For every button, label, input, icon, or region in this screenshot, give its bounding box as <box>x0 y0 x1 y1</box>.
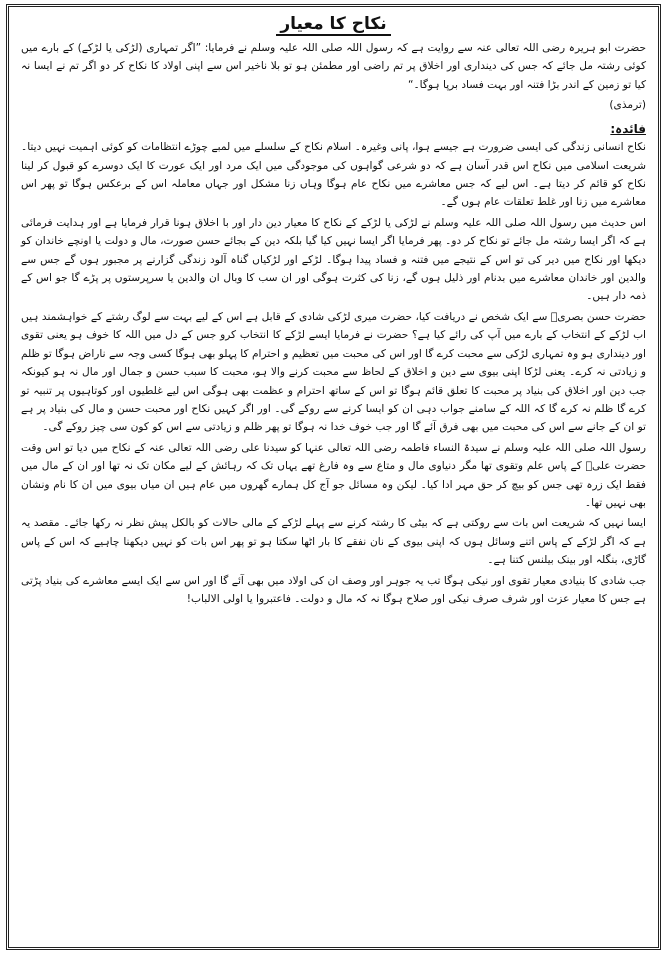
hadith-text: حضرت ابو ہریرہ رضی اللہ تعالی عنہ سے روایت ہے کہ رسول اللہ صلی اللہ علیہ وسلم نے فرمایا: ”اگر تمہاری (لڑکی یا لڑکے) کے بارے میں کوئی رشتہ مل جائے کہ جس کی دینداری اور اخلاق پر تم راضی اور مطمئن ہو تو بلا ناخیر اس سے اپنی اولاد کا نکاح کر دو اگر تم نے ایسا نہ کیا تو زمین کے اندر بڑا فتنہ اور بہت فساد برپا ہوگا۔“ <box>21 42 646 91</box>
page-frame <box>6 4 661 950</box>
paragraph-6: جب شادی کا بنیادی معیار تقوی اور نیکی ہوگا تب یہ جوہر اور وصف ان کی اولاد میں بھی آئے گا اور اس سے ایک ایسے معاشرے کی بنیاد پڑتی ہے جس کا معیار عزت اور شرف صرف نیکی اور صلاح ہوگا نہ کہ مال و دولت۔ فاعتبروا یا اولی الالباب! <box>21 574 646 605</box>
hadith-source: (ترمذی) <box>609 99 646 112</box>
paragraph-4: رسول اللہ صلی اللہ علیہ وسلم نے سیدۃ النساء فاطمہ رضی اللہ تعالی عنہا کو سیدنا علی رضی اللہ تعالی عنہ کے نکاح میں دیا تو اس وقت حضرت علیؓ کے پاس علم وتقوی تھا مگر دنیاوی مال و متاع سے وہ فارغ تھے یہاں تک کہ رہائش کے لیے مکان تک نہ تھا اور ان کے مال میں فقط ایک زرہ تھی جس کو بیچ کر حق مہر ادا کیا۔ لیکن وہ مسائل جو آج کل ہمارے گھروں میں عام ہیں ان میاں بیوی میں ان کا نام ونشان بھی نہیں تھا۔ <box>21 441 646 509</box>
page-title <box>21 13 646 35</box>
paragraph-2: اس حدیث میں رسول اللہ صلی اللہ علیہ وسلم نے لڑکی یا لڑکے کے نکاح کا معیار دین دار اور با اخلاق ہونا قرار فرمایا ہے اور ہدایت فرمائی ہے کہ اگر ایسا رشتہ مل جائے تو نکاح کر دو۔ پھر فرمایا اگر ایسا نہیں کیا گیا بلکہ دین کے بجائے حسن صورت، مال و دولت یا اونچے خاندان کو دیکھا اور نکاح میں دیر کی تو اس کے نتیجے میں فتنہ و فساد پیدا ہوگا۔ لڑکے اور لڑکیاں گناہ آلود زندگی گزارنے پر مجبور ہوں گے جس سے والدین اور خاندان معاشرے میں بدنام اور ذلیل ہوں گے، زنا کی کثرت ہوگی اور ان سب کا وبال ان والدین یا سرپرستوں پر پڑے گا جو اس کے ذمہ دار ہیں۔ <box>21 216 646 303</box>
paragraph-3: حضرت حسن بصریؒ سے ایک شخص نے دریافت کیا، حضرت میری لڑکی شادی کے قابل ہے اس کے لیے بہت سے لوگ رشتے کے خواہشمند ہیں اب لڑکے کے انتخاب کے بارے میں آپ کی رائے کیا ہے؟ حضرت نے فرمایا ایسے لڑکے کا انتخاب کرو جس کے دل میں اللہ کا خوف ہو یعنی تقوی اور دینداری ہو وہ تمہاری لڑکی سے محبت کرے گا اور اس کی محبت میں تعظیم و احترام کا پہلو بھی ہوگا کسی وجہ سے ناراض ہوگا تو ظلم و زیادتی نہ کرے۔ یعنی لڑکا اپنی بیوی سے دین و اخلاق کے لحاظ سے محبت کرنے والا ہو، محبت کا سبب حسن و جمال اور مال نہ ہو کیونکہ جب دین اور اخلاق کی بنیاد پر محبت کا تعلق قائم ہوگا تو اس کے ساتھ احترام و عظمت بھی ہوگی اس لیے غلطیوں اور کوتاہیوں پر تنبیہ تو کرے گا ظلم نہ کرے گا کہ اللہ کے سامنے جواب دہی ان کو ایسا کرنے سے روکے گی۔ اور اگر کہیں نکاح اور محبت حسن و مال کی بنیاد پر ہے تو ان کے جانے سے اس کی محبت میں بھی فرق آئے گا اور جب خوف خدا نہ ہوگا تو پھر ظلم و زیادتی سے اس کو کون سی چیز روکے گی۔ <box>21 310 646 434</box>
paragraph-1: نکاح انسانی زندگی کی ایسی ضرورت ہے جیسے ہوا، پانی وغیرہ۔ اسلام نکاح کے سلسلے میں لمبے چوڑے انتظامات کو کوئی اہمیت نہیں دیتا۔ شریعت اسلامی میں نکاح اس قدر آسان ہے کہ دو شرعی گواہوں کی موجودگی میں ایک مرد اور ایک عورت کا ایک دوسرے کو قبول کر لینا نکاح کو قائم کر دیتا ہے۔ اس لیے کہ جس معاشرے میں نکاح عام ہوگا وہاں زنا مشکل اور جہاں معاملہ اس کے برعکس ہوگا تو پھر اس معاشرے میں زنا اور غلط تعلقات عام ہوں گے۔ <box>21 141 646 209</box>
page-title-text: نکاح کا معیار <box>276 14 390 36</box>
article <box>21 13 646 608</box>
faida-heading: فائدہ: <box>610 122 646 137</box>
paragraph-5: ایسا نہیں کہ شریعت اس بات سے روکتی ہے کہ بیٹی کا رشتہ کرنے سے پہلے لڑکے کے مالی حالات کو بالکل پیش نظر نہ رکھا جائے۔ مقصد یہ ہے کہ اگر لڑکے کے پاس اتنے وسائل ہوں کہ اپنی بیوی کے نان نفقے کا بار اٹھا سکتا ہو تو پھر اس بات کو نہیں دیکھنا چاہیے کہ اس کے پاس گاڑی، بنگلہ اور بینک بیلنس کتنا ہے۔ <box>21 517 646 567</box>
